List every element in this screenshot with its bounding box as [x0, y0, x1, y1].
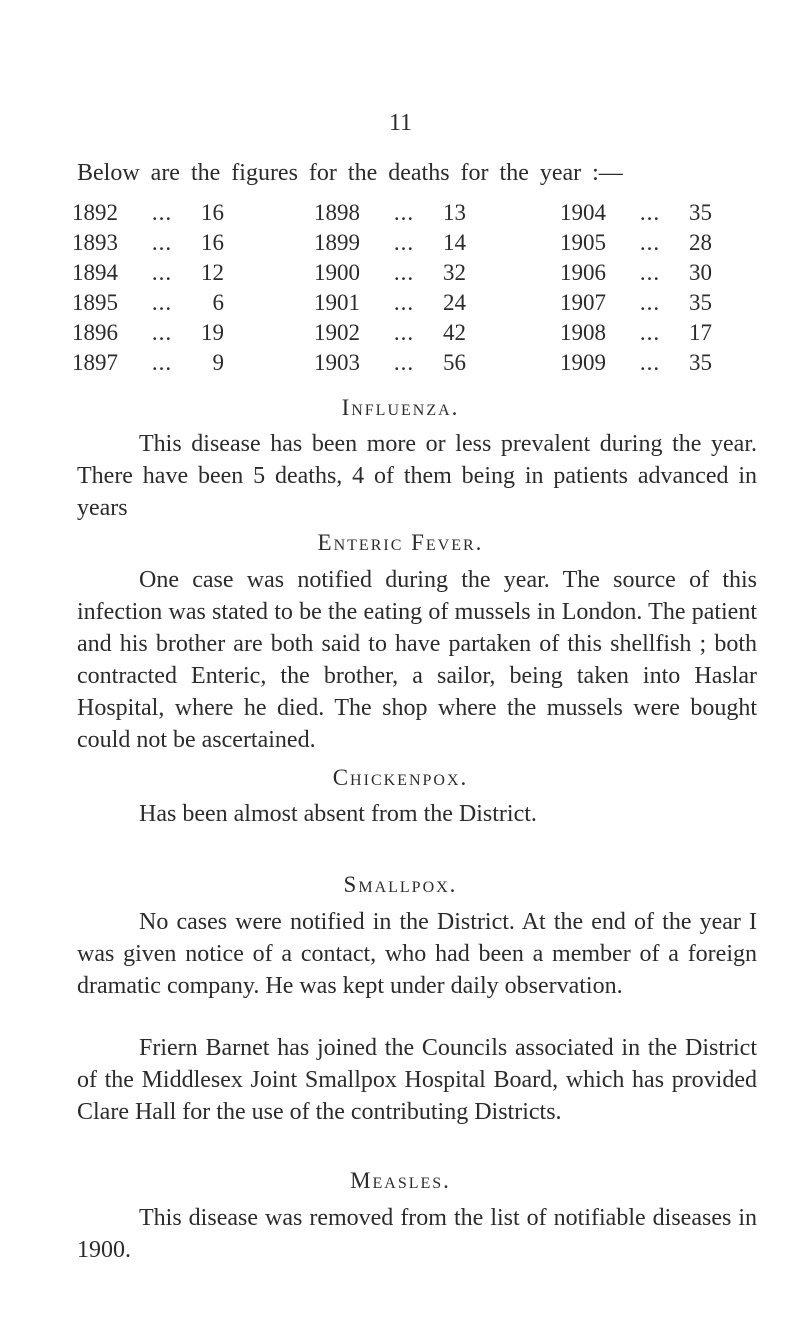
deaths-count-cell: 30 [689, 260, 712, 285]
year-cell: 1899 [314, 230, 360, 255]
leader-dots: ... [393, 290, 415, 315]
leader-dots: ... [639, 260, 661, 285]
leader-dots: ... [393, 230, 415, 255]
leader-dots: ... [151, 320, 173, 345]
influenza-text: This disease has been more or less prevalent during the year. There have been 5 deaths, 4 of them being in patients advanced in years [77, 431, 757, 521]
leader-dots: ... [393, 350, 415, 375]
year-cell: 1904 [560, 200, 606, 225]
leader-dots: ... [151, 350, 173, 375]
deaths-count-cell: 32 [443, 260, 466, 285]
leader-dots: ... [639, 230, 661, 255]
chickenpox-text: Has been almost absent from the District. [139, 801, 537, 827]
smallpox-text-2: Friern Barnet has joined the Councils associated in the District of the Middlesex Joint Smallpox Hospital Board, which has provided Clare Hall for the use of the contributing Districts. [77, 1035, 757, 1125]
year-cell: 1903 [314, 350, 360, 375]
leader-dots: ... [393, 260, 415, 285]
leader-dots: ... [151, 260, 173, 285]
deaths-table-row [72, 290, 772, 320]
influenza-heading: Influenza. [341, 395, 460, 420]
deaths-count-cell: 14 [443, 230, 466, 255]
deaths-count-cell: 42 [443, 320, 466, 345]
year-cell: 1900 [314, 260, 360, 285]
deaths-count-cell: 6 [212, 290, 224, 315]
deaths-count-cell: 56 [443, 350, 466, 375]
deaths-table-row [72, 200, 772, 230]
measles-text: This disease was removed from the list of notifiable diseases in 1900. [77, 1205, 757, 1263]
year-cell: 1909 [560, 350, 606, 375]
leader-dots: ... [151, 290, 173, 315]
deaths-count-cell: 13 [443, 200, 466, 225]
page-number: 11 [388, 110, 413, 136]
year-cell: 1892 [72, 200, 118, 225]
smallpox-text-1: No cases were notified in the District. At the end of the year I was given notice of a contact, who had been a member of a foreign dramatic company. He was kept under daily observation. [77, 909, 757, 999]
enteric-fever-paragraph [77, 564, 757, 756]
deaths-count-cell: 35 [689, 290, 712, 315]
leader-dots: ... [393, 320, 415, 345]
year-cell: 1905 [560, 230, 606, 255]
deaths-count-cell: 24 [443, 290, 466, 315]
deaths-table-row [72, 350, 772, 380]
deaths-count-cell: 9 [212, 350, 224, 375]
chickenpox-heading: Chickenpox. [332, 765, 469, 790]
deaths-count-cell: 19 [201, 320, 224, 345]
leader-dots: ... [639, 290, 661, 315]
deaths-table-row [72, 260, 772, 290]
leader-dots: ... [393, 200, 415, 225]
leader-dots: ... [151, 230, 173, 255]
deaths-table [72, 200, 772, 380]
year-cell: 1901 [314, 290, 360, 315]
measles-heading: Measles. [350, 1168, 451, 1193]
deaths-count-cell: 12 [201, 260, 224, 285]
deaths-table-row [72, 230, 772, 260]
deaths-count-cell: 17 [689, 320, 712, 345]
deaths-count-cell: 35 [689, 350, 712, 375]
smallpox-heading: Smallpox. [343, 872, 458, 897]
smallpox-paragraph-1 [77, 906, 757, 1002]
leader-dots: ... [639, 200, 661, 225]
leader-dots: ... [639, 320, 661, 345]
enteric-fever-text: One case was notified during the year. The source of this infection was stated to be the eating of mussels in London. The patient and his brother are both said to have partaken of this shellfish ; both contracted Enteric, the brother, a sailor, being taken into Haslar Hospital, where he died. The shop where the mussels were bought could not be ascertained. [77, 567, 757, 753]
influenza-paragraph [77, 428, 757, 524]
deaths-intro: Below are the figures for the deaths for the year :— [77, 160, 623, 186]
year-cell: 1897 [72, 350, 118, 375]
year-cell: 1893 [72, 230, 118, 255]
year-cell: 1902 [314, 320, 360, 345]
deaths-table-row [72, 320, 772, 350]
leader-dots: ... [151, 200, 173, 225]
deaths-count-cell: 16 [201, 200, 224, 225]
year-cell: 1895 [72, 290, 118, 315]
deaths-count-cell: 28 [689, 230, 712, 255]
year-cell: 1896 [72, 320, 118, 345]
smallpox-paragraph-2 [77, 1032, 757, 1128]
year-cell: 1894 [72, 260, 118, 285]
enteric-fever-heading: Enteric Fever. [317, 530, 484, 555]
chickenpox-paragraph [77, 798, 757, 830]
year-cell: 1908 [560, 320, 606, 345]
year-cell: 1898 [314, 200, 360, 225]
deaths-count-cell: 35 [689, 200, 712, 225]
year-cell: 1906 [560, 260, 606, 285]
deaths-count-cell: 16 [201, 230, 224, 255]
year-cell: 1907 [560, 290, 606, 315]
measles-paragraph [77, 1202, 757, 1266]
leader-dots: ... [639, 350, 661, 375]
